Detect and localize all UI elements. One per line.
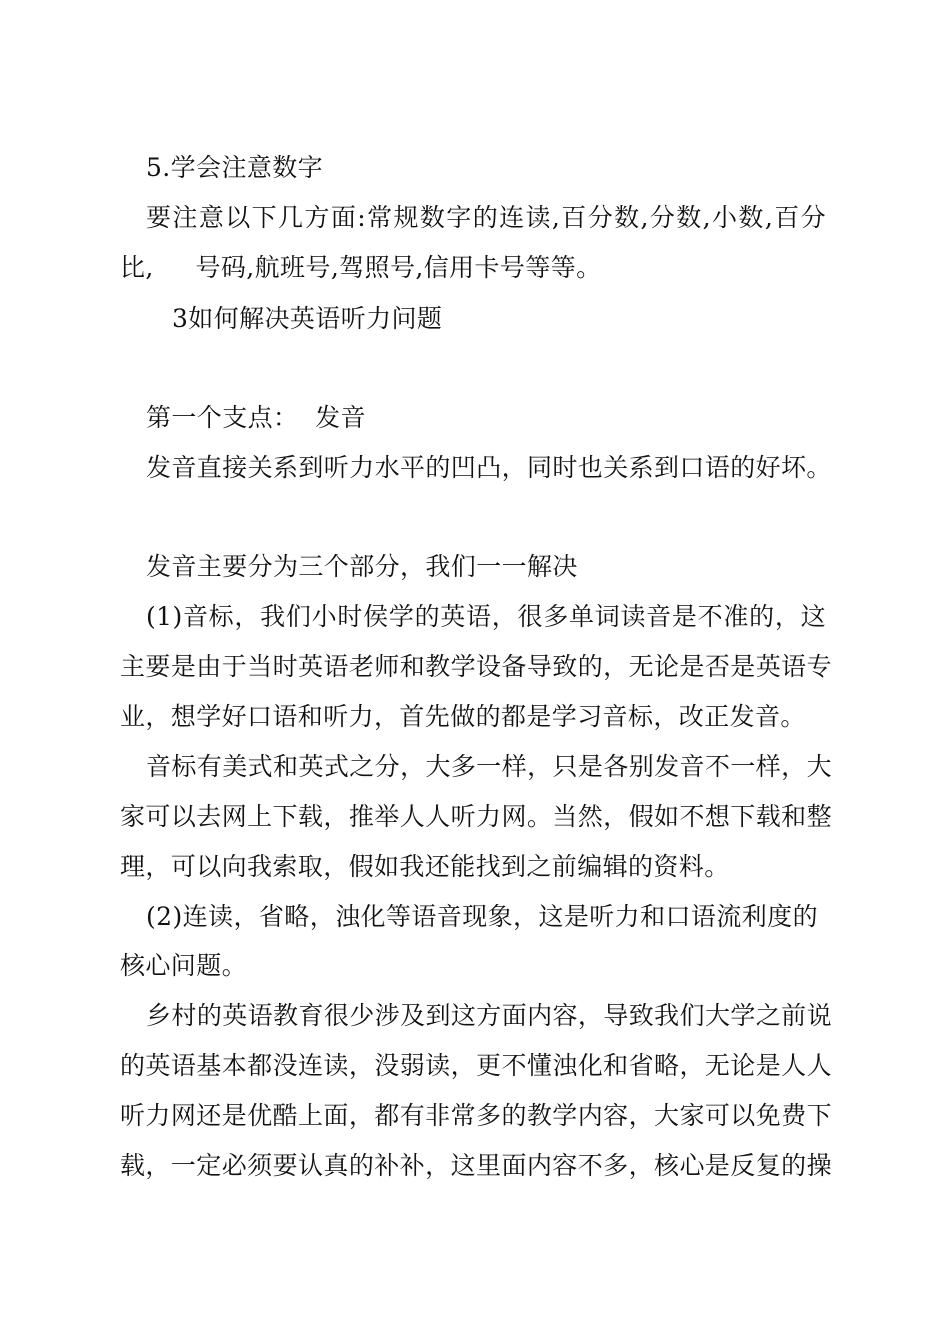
item-2-line-2: 核心问题。 xyxy=(120,951,248,980)
item-1-line-2: 主要是由于当时英语老师和教学设备导致的，无论是否是英语专 xyxy=(120,652,832,681)
item-1-note-line-3: 理，可以向我索取，假如我还能找到之前编辑的资料。 xyxy=(120,852,730,881)
pronunciation-parts-intro: 发音主要分为三个部分，我们一一解决 xyxy=(146,552,578,581)
item-2-line-1: (2)连读，省略，浊化等语音现象，这是听力和口语流利度的 xyxy=(146,902,818,931)
item-2-note-line-1: 乡村的英语教育很少涉及到这方面内容，导致我们大学之前说 xyxy=(146,1001,832,1030)
point-1-title: 第一个支点： 发音 xyxy=(146,403,366,432)
heading-learn-numbers: 5.学会注意数字 xyxy=(146,153,324,182)
item-2-note-line-2: 的英语基本都没连读，没弱读，更不懂浊化和省略，无论是人人 xyxy=(120,1051,832,1080)
item-1-note-line-1: 音标有美式和英式之分，大多一样，只是各别发音不一样，大 xyxy=(146,752,832,781)
numbers-paragraph-line-1: 要注意以下几方面:常规数字的连读,百分数,分数,小数,百分 xyxy=(146,203,826,232)
section-3-title: 3如何解决英语听力问题 xyxy=(172,304,443,333)
item-1-line-3: 业，想学好口语和听力，首先做的都是学习音标，改正发音。 xyxy=(120,702,806,731)
item-1-note-line-2: 家可以去网上下载，推举人人听力网。当然，假如不想下载和整 xyxy=(120,802,832,831)
numbers-paragraph-line-2: 比, 号码,航班号,驾照号,信用卡号等等。 xyxy=(120,253,602,282)
point-1-intro: 发音直接关系到听力水平的凹凸，同时也关系到口语的好坏。 xyxy=(146,453,832,482)
item-2-note-line-4: 载，一定必须要认真的补补，这里面内容不多，核心是反复的操 xyxy=(120,1151,832,1180)
item-1-line-1: (1)音标，我们小时侯学的英语，很多单词读音是不准的，这 xyxy=(146,602,826,631)
item-2-note-line-3: 听力网还是优酷上面，都有非常多的教学内容，大家可以免费下 xyxy=(120,1101,832,1130)
